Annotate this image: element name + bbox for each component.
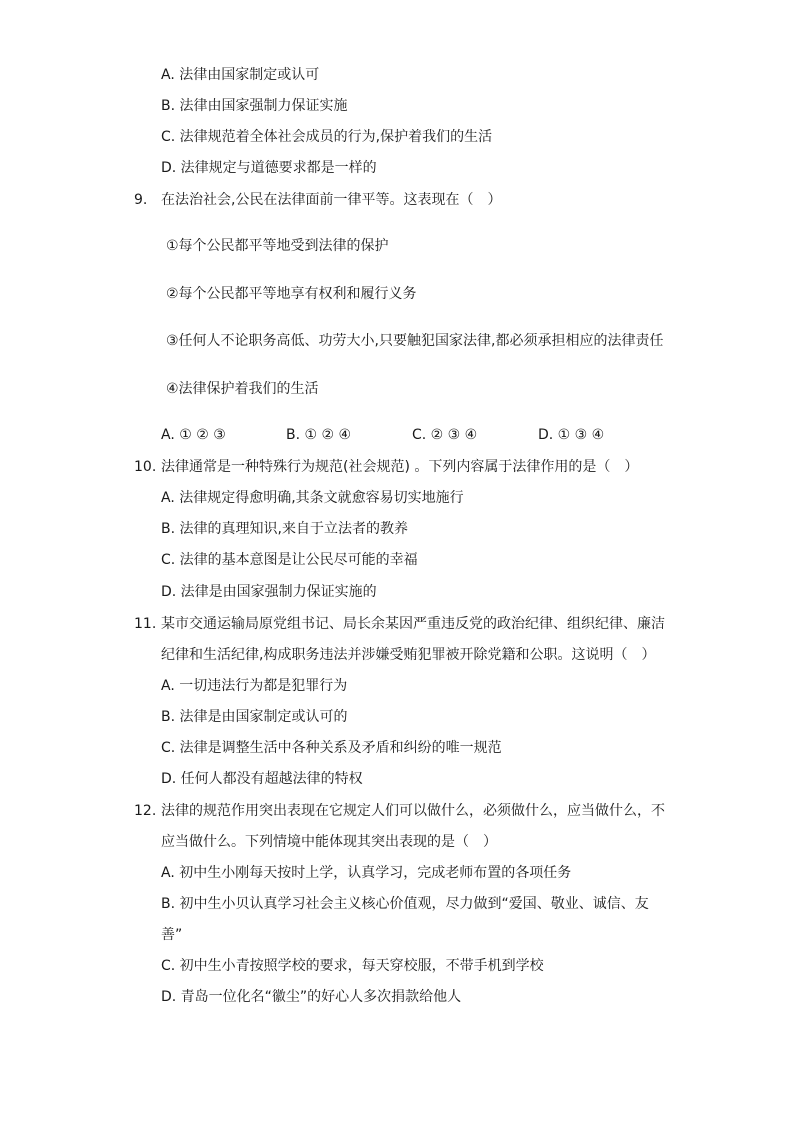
q9-item-3: ③任何人不论职务高低、功劳大小,只要触犯国家法律,都必须承担相应的法律责任 <box>166 333 664 349</box>
q11-option-c: C. 法律是调整生活中各种关系及矛盾和纠纷的唯一规范 <box>161 740 502 756</box>
q9-option-a: A. ① ② ③ <box>161 427 226 443</box>
q9-item-1: ①每个公民都平等地受到法律的保护 <box>166 238 389 254</box>
q12-option-b-continued: 善” <box>161 927 183 943</box>
q9-option-b: B. ① ② ④ <box>286 427 352 443</box>
q12-option-a: A. 初中生小刚每天按时上学，认真学习，完成老师布置的各项任务 <box>161 865 572 881</box>
q11-stem-line1: 某市交通运输局原党组书记、局长余某因严重违反党的政治纪律、组织纪律、廉洁 <box>161 616 665 632</box>
q10-number: 10. <box>134 459 157 475</box>
q12-option-c: C. 初中生小青按照学校的要求，每天穿校服，不带手机到学校 <box>161 958 544 974</box>
q9-number: 9. <box>134 192 148 208</box>
q11-number: 11. <box>134 616 157 632</box>
q12-stem-line1: 法律的规范作用突出表现在它规定人们可以做什么，必须做什么，应当做什么，不 <box>161 803 665 819</box>
q10-option-c: C. 法律的基本意图是让公民尽可能的幸福 <box>161 552 418 568</box>
q9-option-c: C. ② ③ ④ <box>412 427 478 443</box>
q8-option-d: D. 法律规定与道德要求都是一样的 <box>161 160 377 176</box>
q11-stem-line2: 纪律和生活纪律,构成职务违法并涉嫌受贿犯罪被开除党籍和公职。这说明（ ） <box>161 647 656 663</box>
q8-option-b: B. 法律由国家强制力保证实施 <box>161 98 348 114</box>
q9-item-2: ②每个公民都平等地享有权利和履行义务 <box>166 286 417 302</box>
q8-option-c: C. 法律规范着全体社会成员的行为,保护着我们的生活 <box>161 129 493 145</box>
q12-option-d: D. 青岛一位化名“徽尘”的好心人多次捐款给他人 <box>161 989 462 1005</box>
q9-option-d: D. ① ③ ④ <box>538 427 605 443</box>
q9-item-4: ④法律保护着我们的生活 <box>166 381 319 397</box>
q10-stem: 法律通常是一种特殊行为规范(社会规范) 。下列内容属于法律作用的是（ ） <box>161 459 639 475</box>
q11-option-d: D. 任何人都没有超越法律的特权 <box>161 771 363 787</box>
q11-option-a: A. 一切违法行为都是犯罪行为 <box>161 678 348 694</box>
q8-option-a: A. 法律由国家制定或认可 <box>161 67 320 83</box>
q10-option-b: B. 法律的真理知识,来自于立法者的教养 <box>161 521 408 537</box>
q10-option-d: D. 法律是由国家强制力保证实施的 <box>161 584 377 600</box>
q9-options-row <box>161 425 681 445</box>
q12-number: 12. <box>134 803 157 819</box>
q9-stem: 在法治社会,公民在法律面前一律平等。这表现在（ ） <box>161 192 502 208</box>
q11-option-b: B. 法律是由国家制定或认可的 <box>161 709 348 725</box>
q12-option-b: B. 初中生小贝认真学习社会主义核心价值观，尽力做到“爱国、敬业、诚信、友 <box>161 896 649 912</box>
q12-stem-line2: 应当做什么。下列情境中能体现其突出表现的是（ ） <box>161 834 497 850</box>
q10-option-a: A. 法律规定得愈明确,其条文就愈容易切实地施行 <box>161 490 464 506</box>
